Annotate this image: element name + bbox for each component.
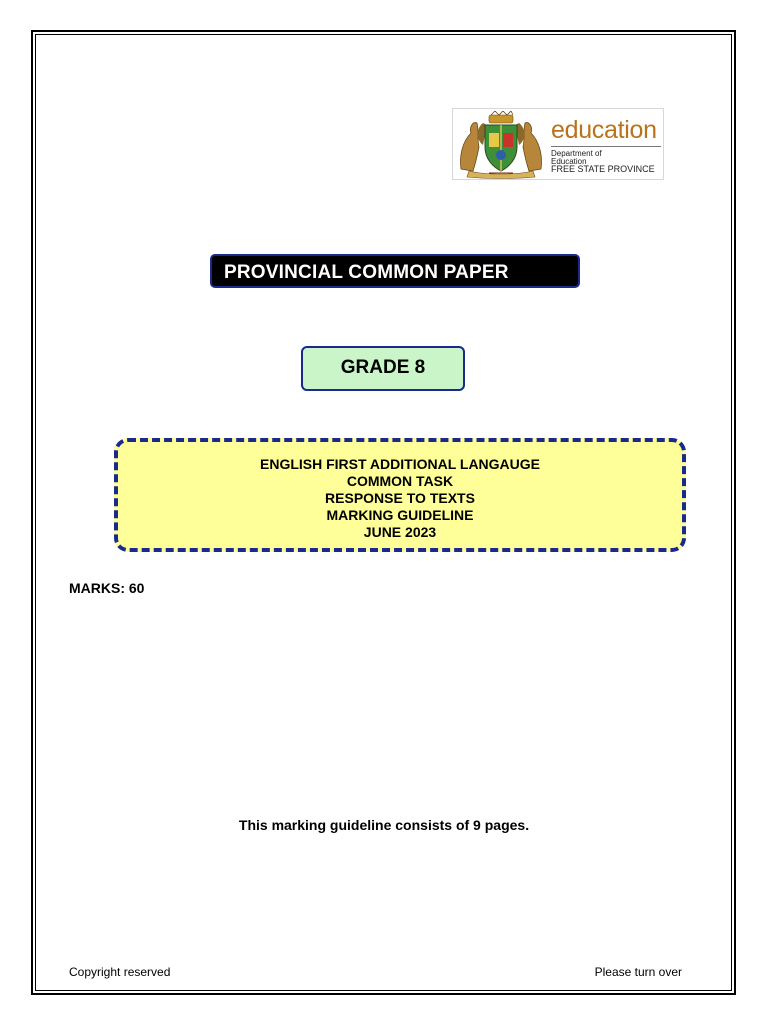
logo-dept-line-2: Education: [551, 157, 587, 166]
subject-line: COMMON TASK: [346, 473, 454, 489]
subject-line: RESPONSE TO TEXTS: [325, 490, 475, 506]
provincial-paper-banner: [210, 254, 580, 288]
grade-box: [301, 346, 465, 391]
logo-dept-line-3: FREE STATE PROVINCE: [551, 164, 655, 174]
logo-dept-line-1: Department of: [551, 149, 602, 158]
footer-copyright: Copyright reserved: [69, 965, 171, 979]
education-logo: [452, 108, 664, 180]
subject-box: [114, 438, 686, 552]
banner-title: PROVINCIAL COMMON PAPER: [224, 262, 509, 283]
marks-total: MARKS: 60: [69, 580, 145, 596]
subject-line: ENGLISH FIRST ADDITIONAL LANGAUGE: [260, 456, 540, 472]
footer-turn-over: Please turn over: [594, 965, 682, 979]
page-count-note: This marking guideline consists of 9 pages.: [238, 817, 530, 833]
subject-line: JUNE 2023: [363, 524, 437, 540]
subject-line: MARKING GUIDELINE: [326, 507, 474, 523]
education-wordmark: education: [551, 116, 657, 144]
grade-label: GRADE 8: [340, 357, 426, 378]
logo-divider: [551, 146, 661, 147]
coat-of-arms-icon: [455, 111, 547, 179]
